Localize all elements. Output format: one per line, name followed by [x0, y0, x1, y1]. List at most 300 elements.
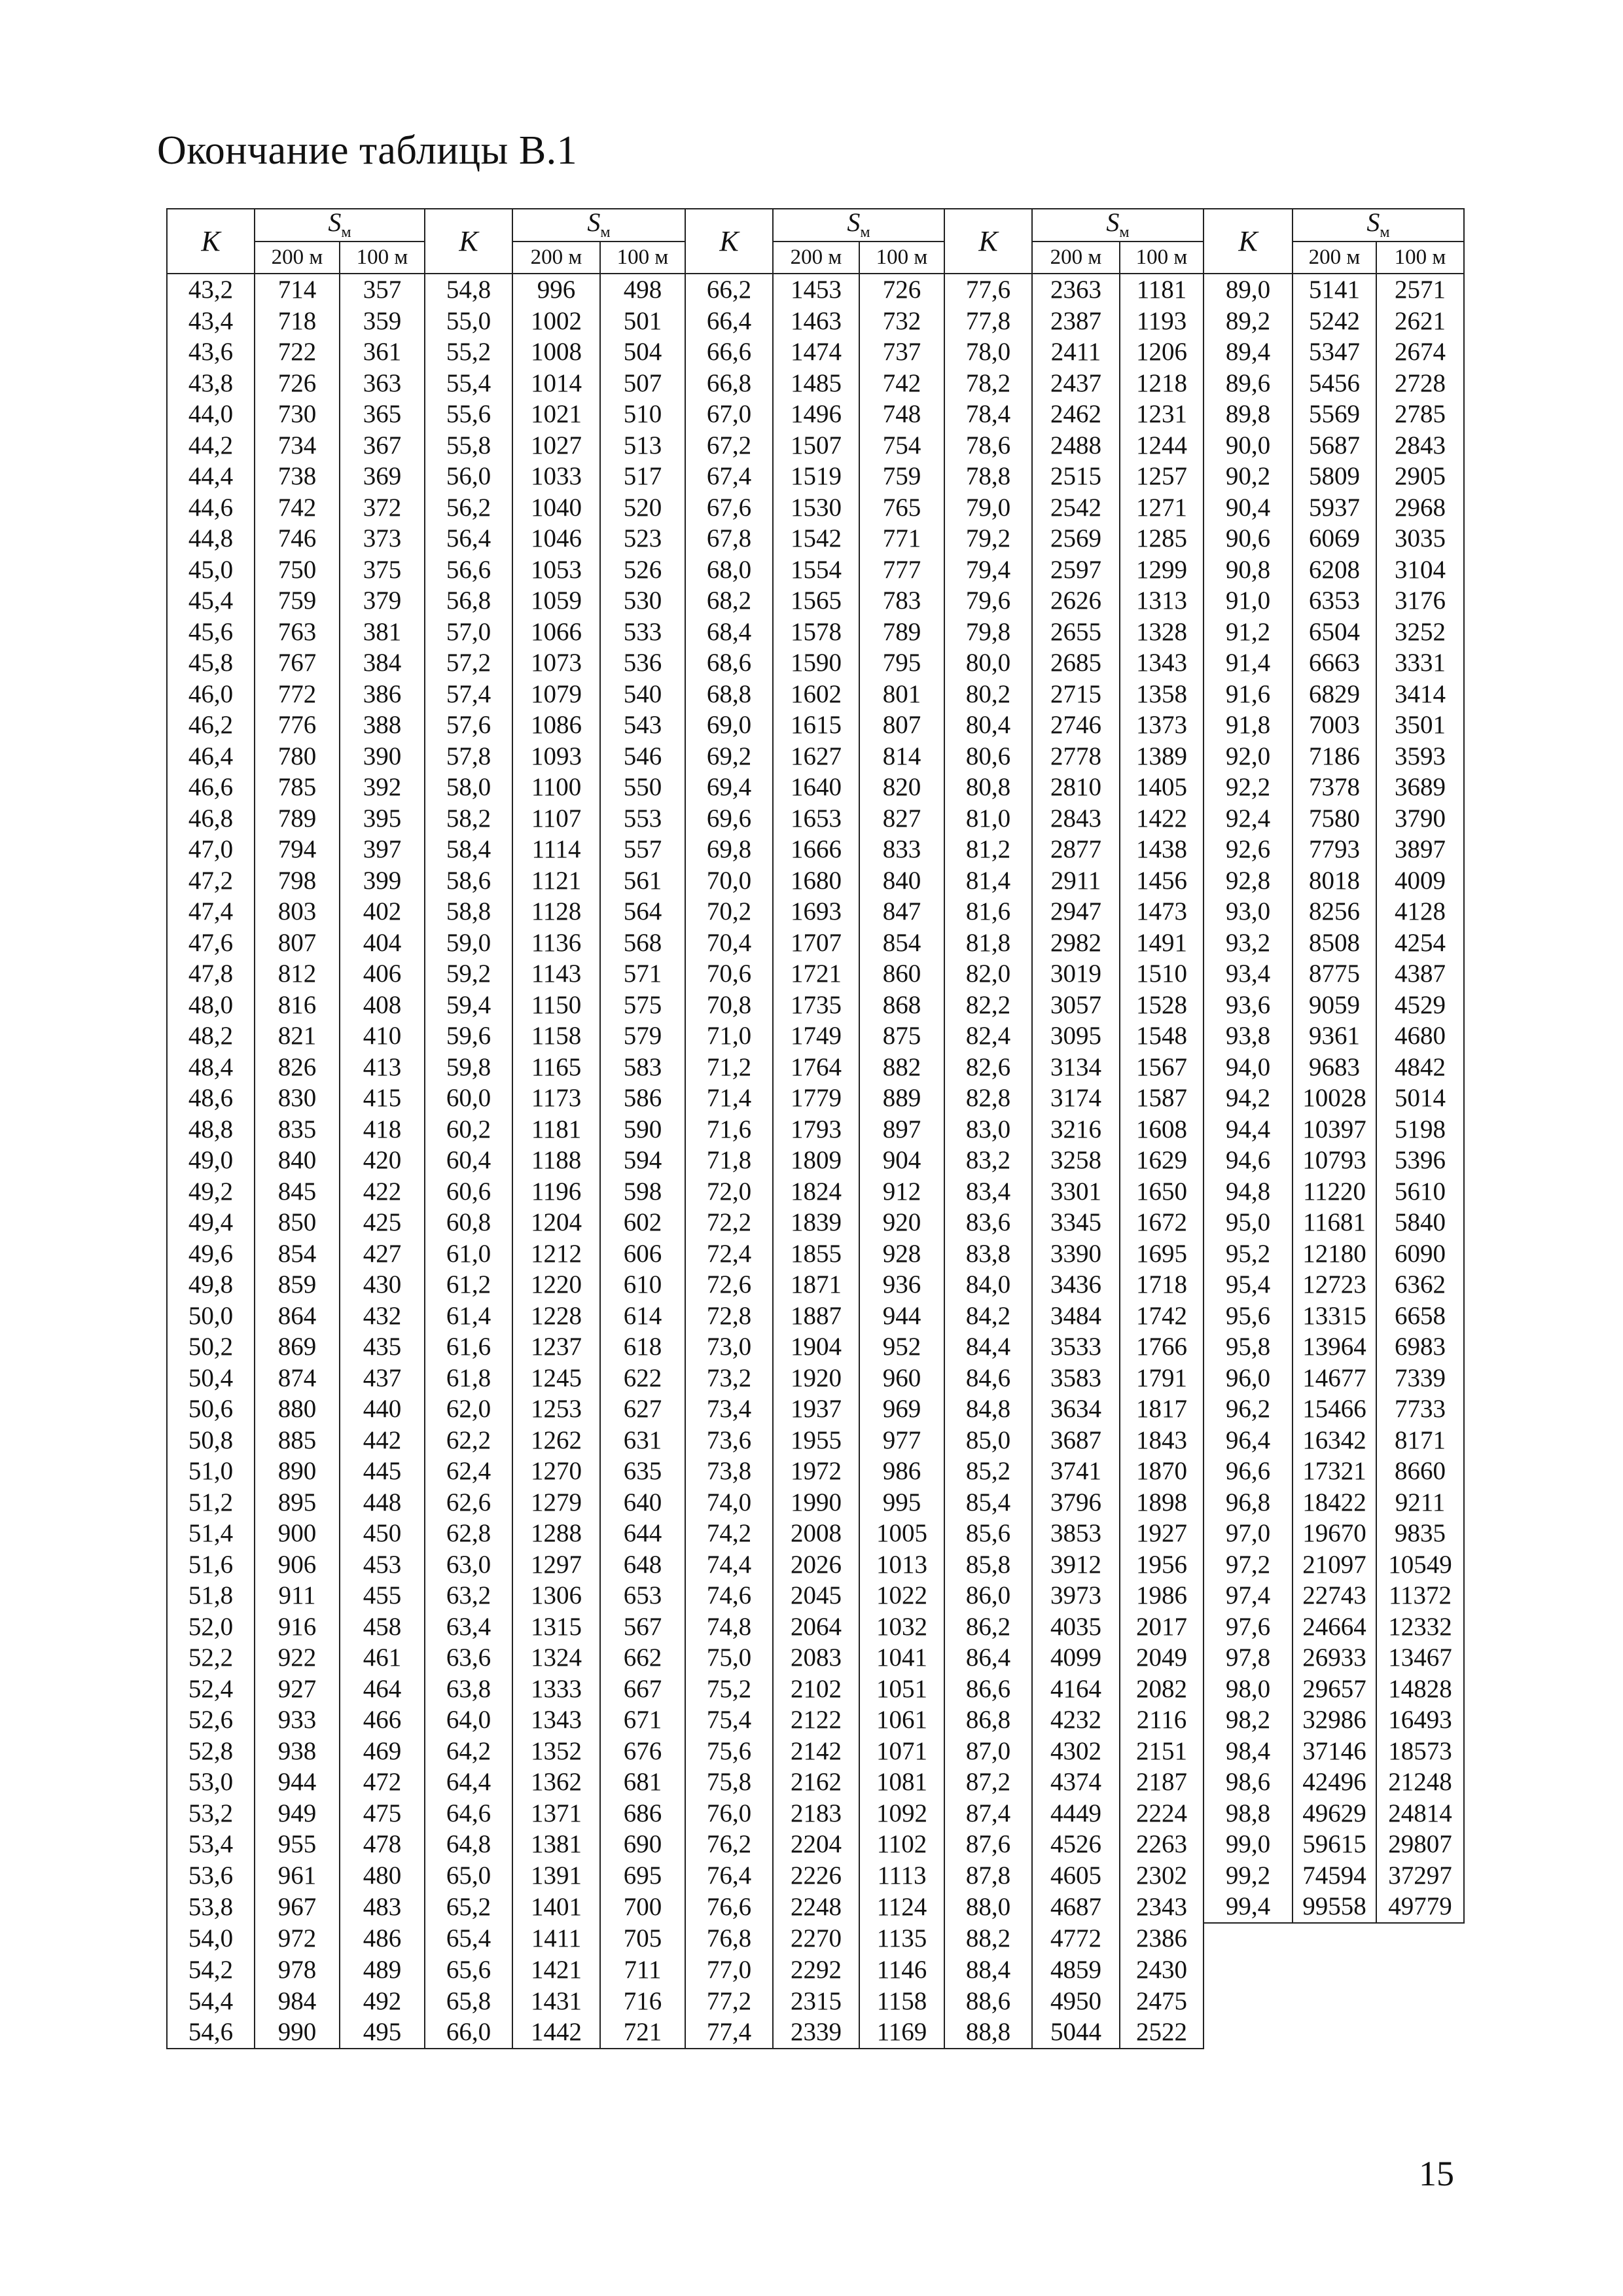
- s200-value-cell: 2026: [773, 1549, 859, 1581]
- k-value-cell: 62,8: [425, 1518, 512, 1549]
- s200-value-cell: 955: [255, 1829, 340, 1860]
- k-value-cell: 69,0: [685, 709, 773, 741]
- table-row: [167, 772, 1464, 803]
- s100-value-cell: 4680: [1376, 1020, 1464, 1052]
- k-value-cell: 48,0: [167, 990, 255, 1021]
- k-value-cell: 72,0: [685, 1176, 773, 1208]
- k-column-header: K: [425, 209, 512, 274]
- k-value-cell: 67,2: [685, 430, 773, 461]
- s100-value-cell: 2905: [1376, 461, 1464, 492]
- k-value-cell: 88,2: [944, 1923, 1032, 1955]
- s100-value-cell: 754: [859, 430, 944, 461]
- s100-value-cell: 517: [600, 461, 685, 492]
- s100-value-cell: 614: [600, 1300, 685, 1332]
- s100-value-cell: 986: [859, 1456, 944, 1487]
- table-row: [167, 1986, 1464, 2017]
- s100-value-cell: 466: [340, 1704, 425, 1736]
- s100-value-cell: 507: [600, 368, 685, 399]
- s200-value-cell: 2685: [1032, 647, 1120, 679]
- s100-value-cell: 2386: [1120, 1923, 1204, 1955]
- s200-value-cell: 798: [255, 865, 340, 897]
- k-value-cell: 89,8: [1204, 399, 1293, 430]
- s200-value-cell: 895: [255, 1487, 340, 1518]
- k-value-cell: 75,8: [685, 1767, 773, 1798]
- s200-value-cell: 3484: [1032, 1300, 1120, 1332]
- k-value-cell: 88,0: [944, 1891, 1032, 1923]
- s100-value-cell: 622: [600, 1363, 685, 1394]
- s200-value-cell: 13315: [1293, 1300, 1376, 1332]
- s100-value-cell: 361: [340, 336, 425, 368]
- s100-value-cell: 397: [340, 834, 425, 865]
- k-value-cell: 72,8: [685, 1300, 773, 1332]
- k-value-cell: 66,8: [685, 368, 773, 399]
- k-value-cell: 97,2: [1204, 1549, 1293, 1581]
- k-value-cell: 71,8: [685, 1145, 773, 1176]
- table-row: [167, 1704, 1464, 1736]
- s200-value-cell: 2877: [1032, 834, 1120, 865]
- s200-value-cell: 3912: [1032, 1549, 1120, 1581]
- s100-value-cell: 610: [600, 1269, 685, 1300]
- s100-value-cell: 721: [600, 2017, 685, 2049]
- k-value-cell: 99,4: [1204, 1891, 1293, 1923]
- s200-value-cell: 906: [255, 1549, 340, 1581]
- s200-value-cell: 1121: [512, 865, 600, 897]
- k-value-cell: 74,2: [685, 1518, 773, 1549]
- header-200m: 200 м: [255, 242, 340, 274]
- s100-value-cell: 540: [600, 679, 685, 710]
- s100-value-cell: 2968: [1376, 492, 1464, 524]
- s100-value-cell: 1456: [1120, 865, 1204, 897]
- k-value-cell: 93,0: [1204, 896, 1293, 927]
- s100-value-cell: 37297: [1376, 1860, 1464, 1892]
- s200-value-cell: 1306: [512, 1580, 600, 1611]
- s200-value-cell: 2947: [1032, 896, 1120, 927]
- s200-value-cell: 1640: [773, 772, 859, 803]
- s200-value-cell: 1680: [773, 865, 859, 897]
- s200-value-cell: 1324: [512, 1642, 600, 1674]
- s200-value-cell: 1666: [773, 834, 859, 865]
- s200-value-cell: 3134: [1032, 1052, 1120, 1083]
- s100-value-cell: 1389: [1120, 741, 1204, 772]
- table-row: [167, 1300, 1464, 1332]
- s100-value-cell: 952: [859, 1331, 944, 1363]
- k-value-cell: 65,8: [425, 1986, 512, 2017]
- k-value-cell: 64,8: [425, 1829, 512, 1860]
- s200-value-cell: 1165: [512, 1052, 600, 1083]
- s100-value-cell: 737: [859, 336, 944, 368]
- k-value-cell: 49,4: [167, 1207, 255, 1238]
- s100-value-cell: 1005: [859, 1518, 944, 1549]
- s200-value-cell: 3796: [1032, 1487, 1120, 1518]
- s200-value-cell: 4302: [1032, 1736, 1120, 1767]
- k-value-cell: 47,8: [167, 958, 255, 990]
- s100-value-cell: 448: [340, 1487, 425, 1518]
- k-value-cell: 47,0: [167, 834, 255, 865]
- k-value-cell: 93,8: [1204, 1020, 1293, 1052]
- s200-value-cell: 961: [255, 1860, 340, 1892]
- k-value-cell: 80,0: [944, 647, 1032, 679]
- k-column-header: K: [167, 209, 255, 274]
- s-symbol: S: [587, 209, 601, 238]
- s200-value-cell: 7003: [1293, 709, 1376, 741]
- k-value-cell: 67,8: [685, 523, 773, 554]
- s200-value-cell: 1972: [773, 1456, 859, 1487]
- s200-value-cell: 1212: [512, 1238, 600, 1270]
- k-value-cell: 92,4: [1204, 803, 1293, 834]
- k-value-cell: 75,2: [685, 1674, 773, 1705]
- s100-value-cell: 553: [600, 803, 685, 834]
- k-value-cell: 88,4: [944, 1954, 1032, 1986]
- s200-value-cell: 785: [255, 772, 340, 803]
- k-value-cell: 58,8: [425, 896, 512, 927]
- k-value-cell: 68,4: [685, 617, 773, 648]
- s100-value-cell: 550: [600, 772, 685, 803]
- s200-value-cell: 1707: [773, 927, 859, 959]
- s100-value-cell: 631: [600, 1425, 685, 1456]
- s200-value-cell: 1955: [773, 1425, 859, 1456]
- k-value-cell: 84,4: [944, 1331, 1032, 1363]
- s200-value-cell: 18422: [1293, 1487, 1376, 1518]
- s200-value-cell: 2204: [773, 1829, 859, 1860]
- s200-value-cell: 2339: [773, 2017, 859, 2049]
- s100-value-cell: 1766: [1120, 1331, 1204, 1363]
- s200-value-cell: 2226: [773, 1860, 859, 1892]
- s200-value-cell: 1653: [773, 803, 859, 834]
- s100-value-cell: 648: [600, 1549, 685, 1581]
- k-value-cell: 56,4: [425, 523, 512, 554]
- s100-value-cell: 461: [340, 1642, 425, 1674]
- s200-value-cell: 835: [255, 1114, 340, 1145]
- s200-value-cell: 714: [255, 274, 340, 306]
- s200-value-cell: 19670: [1293, 1518, 1376, 1549]
- s200-value-cell: 1228: [512, 1300, 600, 1332]
- table-row: [167, 1207, 1464, 1238]
- k-value-cell: 61,6: [425, 1331, 512, 1363]
- s200-value-cell: 2083: [773, 1642, 859, 1674]
- s100-value-cell: 590: [600, 1114, 685, 1145]
- k-value-cell: 78,4: [944, 399, 1032, 430]
- s200-value-cell: 750: [255, 554, 340, 586]
- k-value-cell: 50,8: [167, 1425, 255, 1456]
- s200-value-cell: 1066: [512, 617, 600, 648]
- s200-value-cell: 2746: [1032, 709, 1120, 741]
- k-value-cell: 53,0: [167, 1767, 255, 1798]
- s200-value-cell: 2363: [1032, 274, 1120, 306]
- s200-value-cell: 1779: [773, 1083, 859, 1114]
- s100-value-cell: 1718: [1120, 1269, 1204, 1300]
- s100-value-cell: 440: [340, 1393, 425, 1425]
- k-value-cell: 56,6: [425, 554, 512, 586]
- s100-value-cell: 386: [340, 679, 425, 710]
- s100-value-cell: 10549: [1376, 1549, 1464, 1581]
- s100-value-cell: 9835: [1376, 1518, 1464, 1549]
- s200-value-cell: 794: [255, 834, 340, 865]
- s200-value-cell: 2715: [1032, 679, 1120, 710]
- k-value-cell: 84,6: [944, 1363, 1032, 1394]
- table-row: [167, 1393, 1464, 1425]
- s100-value-cell: 1135: [859, 1923, 944, 1955]
- s100-value-cell: 936: [859, 1269, 944, 1300]
- s100-value-cell: 2571: [1376, 274, 1464, 306]
- table-row: [167, 430, 1464, 461]
- s200-value-cell: 5347: [1293, 336, 1376, 368]
- s200-value-cell: 5242: [1293, 306, 1376, 337]
- s200-value-cell: 7186: [1293, 741, 1376, 772]
- s100-value-cell: 1158: [859, 1986, 944, 2017]
- s100-value-cell: 464: [340, 1674, 425, 1705]
- k-value-cell: 54,0: [167, 1923, 255, 1955]
- k-value-cell: 94,6: [1204, 1145, 1293, 1176]
- k-value-cell: 53,4: [167, 1829, 255, 1860]
- k-value-cell: 83,2: [944, 1145, 1032, 1176]
- s100-value-cell: 406: [340, 958, 425, 990]
- k-value-cell: 74,6: [685, 1580, 773, 1611]
- s200-value-cell: 5687: [1293, 430, 1376, 461]
- s100-value-cell: 3593: [1376, 741, 1464, 772]
- s200-value-cell: 984: [255, 1986, 340, 2017]
- s100-value-cell: 579: [600, 1020, 685, 1052]
- s100-value-cell: 789: [859, 617, 944, 648]
- s200-value-cell: 854: [255, 1238, 340, 1270]
- s200-value-cell: 1721: [773, 958, 859, 990]
- s100-value-cell: 840: [859, 865, 944, 897]
- k-value-cell: 79,6: [944, 585, 1032, 617]
- k-value-cell: 89,0: [1204, 274, 1293, 306]
- table-row: [167, 990, 1464, 1021]
- k-value-cell: 64,0: [425, 1704, 512, 1736]
- empty-cell: [1204, 2017, 1293, 2049]
- k-value-cell: 49,2: [167, 1176, 255, 1208]
- table-row: [167, 1674, 1464, 1705]
- s100-value-cell: 2151: [1120, 1736, 1204, 1767]
- s200-value-cell: 16342: [1293, 1425, 1376, 1456]
- s100-value-cell: 530: [600, 585, 685, 617]
- s100-value-cell: 567: [600, 1611, 685, 1643]
- s200-value-cell: 1627: [773, 741, 859, 772]
- s200-value-cell: 1442: [512, 2017, 600, 2049]
- s100-value-cell: 1870: [1120, 1456, 1204, 1487]
- table-row: [167, 306, 1464, 337]
- s100-value-cell: 561: [600, 865, 685, 897]
- s100-value-cell: 571: [600, 958, 685, 990]
- s100-value-cell: 492: [340, 1986, 425, 2017]
- s100-value-cell: 904: [859, 1145, 944, 1176]
- s100-value-cell: 1843: [1120, 1425, 1204, 1456]
- s100-value-cell: 726: [859, 274, 944, 306]
- s-symbol: S: [1106, 209, 1120, 238]
- k-value-cell: 77,6: [944, 274, 1032, 306]
- s200-value-cell: 1839: [773, 1207, 859, 1238]
- table-row: [167, 1114, 1464, 1145]
- s200-value-cell: 864: [255, 1300, 340, 1332]
- s100-value-cell: 748: [859, 399, 944, 430]
- s200-value-cell: 99558: [1293, 1891, 1376, 1923]
- s100-value-cell: 705: [600, 1923, 685, 1955]
- s100-value-cell: 820: [859, 772, 944, 803]
- s200-value-cell: 3583: [1032, 1363, 1120, 1394]
- empty-cell: [1204, 1954, 1293, 1986]
- k-value-cell: 60,8: [425, 1207, 512, 1238]
- s200-value-cell: 933: [255, 1704, 340, 1736]
- k-value-cell: 56,8: [425, 585, 512, 617]
- s100-value-cell: 1071: [859, 1736, 944, 1767]
- s200-value-cell: 7580: [1293, 803, 1376, 834]
- s100-value-cell: 771: [859, 523, 944, 554]
- s200-value-cell: 726: [255, 368, 340, 399]
- k-value-cell: 60,0: [425, 1083, 512, 1114]
- s100-value-cell: 807: [859, 709, 944, 741]
- s200-value-cell: 1086: [512, 709, 600, 741]
- s100-value-cell: 1438: [1120, 834, 1204, 865]
- k-value-cell: 70,8: [685, 990, 773, 1021]
- s100-value-cell: 897: [859, 1114, 944, 1145]
- k-value-cell: 79,0: [944, 492, 1032, 524]
- k-value-cell: 80,8: [944, 772, 1032, 803]
- s100-value-cell: 644: [600, 1518, 685, 1549]
- s200-value-cell: 916: [255, 1611, 340, 1643]
- k-value-cell: 94,2: [1204, 1083, 1293, 1114]
- k-value-cell: 85,4: [944, 1487, 1032, 1518]
- s200-value-cell: 1735: [773, 990, 859, 1021]
- k-value-cell: 98,4: [1204, 1736, 1293, 1767]
- s100-value-cell: 1817: [1120, 1393, 1204, 1425]
- k-value-cell: 86,0: [944, 1580, 1032, 1611]
- s200-value-cell: 2597: [1032, 554, 1120, 586]
- s-subscript: м: [1380, 224, 1390, 242]
- s200-value-cell: 3019: [1032, 958, 1120, 990]
- s200-value-cell: 859: [255, 1269, 340, 1300]
- s200-value-cell: 885: [255, 1425, 340, 1456]
- k-value-cell: 99,2: [1204, 1860, 1293, 1892]
- s100-value-cell: 2049: [1120, 1642, 1204, 1674]
- s100-value-cell: 1373: [1120, 709, 1204, 741]
- s100-value-cell: 801: [859, 679, 944, 710]
- k-value-cell: 51,2: [167, 1487, 255, 1518]
- s200-value-cell: 967: [255, 1891, 340, 1923]
- s100-value-cell: 1956: [1120, 1549, 1204, 1581]
- s200-value-cell: 722: [255, 336, 340, 368]
- s200-value-cell: 4164: [1032, 1674, 1120, 1705]
- s200-value-cell: 5937: [1293, 492, 1376, 524]
- k-value-cell: 55,8: [425, 430, 512, 461]
- k-value-cell: 50,2: [167, 1331, 255, 1363]
- k-value-cell: 75,4: [685, 1704, 773, 1736]
- s100-value-cell: 3501: [1376, 709, 1464, 741]
- s200-value-cell: 1033: [512, 461, 600, 492]
- s100-value-cell: 4387: [1376, 958, 1464, 990]
- s100-value-cell: 8171: [1376, 1425, 1464, 1456]
- s100-value-cell: 3176: [1376, 585, 1464, 617]
- table-row: [167, 834, 1464, 865]
- s100-value-cell: 489: [340, 1954, 425, 1986]
- s200-value-cell: 12180: [1293, 1238, 1376, 1270]
- s200-value-cell: 4687: [1032, 1891, 1120, 1923]
- k-value-cell: 97,0: [1204, 1518, 1293, 1549]
- s200-value-cell: 922: [255, 1642, 340, 1674]
- s100-value-cell: 483: [340, 1891, 425, 1923]
- header-100m: 100 м: [1376, 242, 1464, 274]
- s100-value-cell: 415: [340, 1083, 425, 1114]
- s200-value-cell: 1014: [512, 368, 600, 399]
- k-value-cell: 54,6: [167, 2017, 255, 2049]
- k-value-cell: 60,6: [425, 1176, 512, 1208]
- table-row: [167, 896, 1464, 927]
- s100-value-cell: 7339: [1376, 1363, 1464, 1394]
- k-value-cell: 78,0: [944, 336, 1032, 368]
- k-value-cell: 67,6: [685, 492, 773, 524]
- k-value-cell: 81,8: [944, 927, 1032, 959]
- k-value-cell: 45,8: [167, 647, 255, 679]
- s100-value-cell: 3252: [1376, 617, 1464, 648]
- k-value-cell: 65,0: [425, 1860, 512, 1892]
- s200-value-cell: 5456: [1293, 368, 1376, 399]
- table-row: [167, 803, 1464, 834]
- s200-value-cell: 1519: [773, 461, 859, 492]
- s200-value-cell: 996: [512, 274, 600, 306]
- k-value-cell: 54,8: [425, 274, 512, 306]
- s200-value-cell: 4605: [1032, 1860, 1120, 1892]
- s200-value-cell: 8256: [1293, 896, 1376, 927]
- table-body: [167, 274, 1464, 2049]
- s100-value-cell: 854: [859, 927, 944, 959]
- k-value-cell: 86,2: [944, 1611, 1032, 1643]
- s100-value-cell: 1146: [859, 1954, 944, 1986]
- s200-value-cell: 1073: [512, 647, 600, 679]
- k-value-cell: 55,2: [425, 336, 512, 368]
- k-value-cell: 49,8: [167, 1269, 255, 1300]
- s100-value-cell: 2522: [1120, 2017, 1204, 2049]
- k-value-cell: 78,2: [944, 368, 1032, 399]
- s200-value-cell: 1764: [773, 1052, 859, 1083]
- s200-value-cell: 37146: [1293, 1736, 1376, 1767]
- s200-value-cell: 17321: [1293, 1456, 1376, 1487]
- k-value-cell: 59,8: [425, 1052, 512, 1083]
- k-value-cell: 53,6: [167, 1860, 255, 1892]
- s100-value-cell: 5396: [1376, 1145, 1464, 1176]
- table-row: [167, 679, 1464, 710]
- k-value-cell: 94,4: [1204, 1114, 1293, 1145]
- s100-value-cell: 882: [859, 1052, 944, 1083]
- k-value-cell: 47,6: [167, 927, 255, 959]
- s100-value-cell: 3897: [1376, 834, 1464, 865]
- k-value-cell: 59,0: [425, 927, 512, 959]
- s200-value-cell: 4099: [1032, 1642, 1120, 1674]
- s100-value-cell: 379: [340, 585, 425, 617]
- s200-value-cell: 780: [255, 741, 340, 772]
- data-table: [166, 208, 1465, 2049]
- s100-value-cell: 1051: [859, 1674, 944, 1705]
- s200-value-cell: 1554: [773, 554, 859, 586]
- s100-value-cell: 359: [340, 306, 425, 337]
- k-value-cell: 64,4: [425, 1767, 512, 1798]
- k-value-cell: 70,4: [685, 927, 773, 959]
- k-value-cell: 94,8: [1204, 1176, 1293, 1208]
- s200-value-cell: 1021: [512, 399, 600, 430]
- s100-value-cell: 700: [600, 1891, 685, 1923]
- s100-value-cell: 732: [859, 306, 944, 337]
- table-row: [167, 1829, 1464, 1860]
- s200-value-cell: 2778: [1032, 741, 1120, 772]
- s100-value-cell: 402: [340, 896, 425, 927]
- k-value-cell: 70,0: [685, 865, 773, 897]
- s200-value-cell: 2292: [773, 1954, 859, 1986]
- s-subscript: м: [1119, 224, 1130, 242]
- k-value-cell: 43,2: [167, 274, 255, 306]
- s200-value-cell: 826: [255, 1052, 340, 1083]
- s100-value-cell: 14828: [1376, 1674, 1464, 1705]
- s100-value-cell: 435: [340, 1331, 425, 1363]
- k-value-cell: 97,6: [1204, 1611, 1293, 1643]
